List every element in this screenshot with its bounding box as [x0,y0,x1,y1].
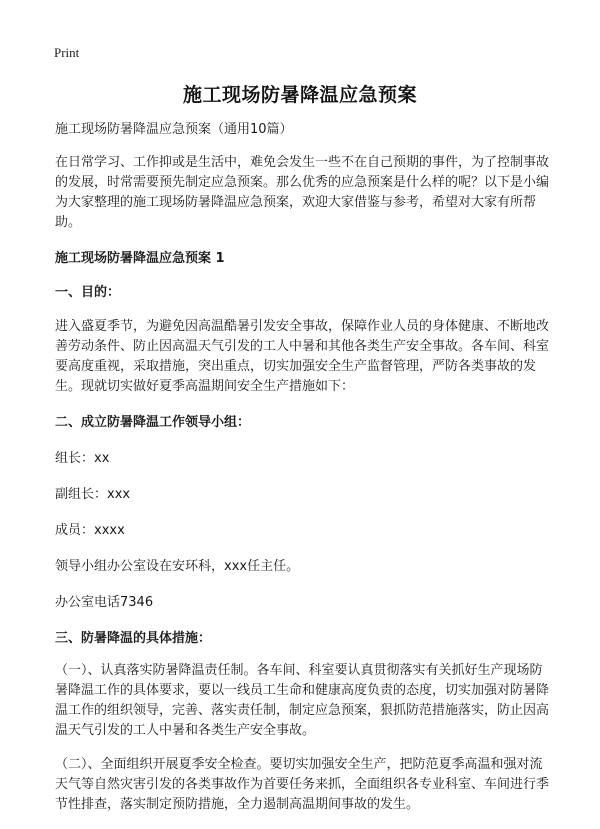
measure-item: （一）、认真落实防暑降温责任制。各车间、科室要认真贯彻落实有关抓好生产现场防暑降温工作的具体要求，要以一线员工生命和健康高度负责的态度，切实加强对防暑降温工作的组织领导，完善、落实责任制，制定应急预案，狠抓防范措施落实，防止因高温天气引发的工人中暑和各类生产安全事故。 [55,663,550,738]
team-leader: 组长：xx [55,451,110,466]
article-heading: 施工现场防暑降温应急预案 1 [55,251,225,266]
document-subtitle: 施工现场防暑降温应急预案（通用10篇） [55,122,293,137]
measure-item: （二）、全面组织开展夏季安全检查。要切实加强安全生产，把防范夏季高温和强对流天气等自然灾害引发的各类事故作为首要任务来抓，全面组织各专业科室、车间进行季节性排查，落实制定预防措施，全力遏制高温期间事故的发生。 [55,757,550,812]
document-body [55,120,551,829]
office-note: 领导小组办公室设在安环科，xxx任主任。 [55,559,300,574]
section-heading-measures: 三、防暑降温的具体措施： [55,631,212,646]
section-heading-team: 二、成立防暑降温工作领导小组： [55,415,251,430]
team-deputy: 副组长：xxx [55,487,131,502]
team-members: 成员：xxxx [55,523,125,538]
purpose-paragraph: 进入盛夏季节，为避免因高温酷暑引发安全事故，保障作业人员的身体健康、不断地改善劳动条件、防止因高温天气引发的工人中暑和其他各类生产安全事故。各车间、科室要高度重视，采取措施，突出重点，切实加强安全生产监督管理，严防各类事故的发生。现就切实做好夏季高温期间安全生产措施如下： [55,319,550,394]
print-link[interactable]: Print [54,45,80,60]
section-heading-purpose: 一、目的： [55,285,121,300]
document-title: 施工现场防暑降温应急预案 [182,84,417,106]
office-phone: 办公室电话7346 [55,595,154,610]
intro-paragraph: 在日常学习、工作抑或是生活中，难免会发生一些不在自己预期的事件，为了控制事故的发展，时常需要预先制定应急预案。那么优秀的应急预案是什么样的呢？以下是小编为大家整理的施工现场防暑降温应急预案，欢迎大家借鉴与参考，希望对大家有所帮助。 [55,155,550,230]
